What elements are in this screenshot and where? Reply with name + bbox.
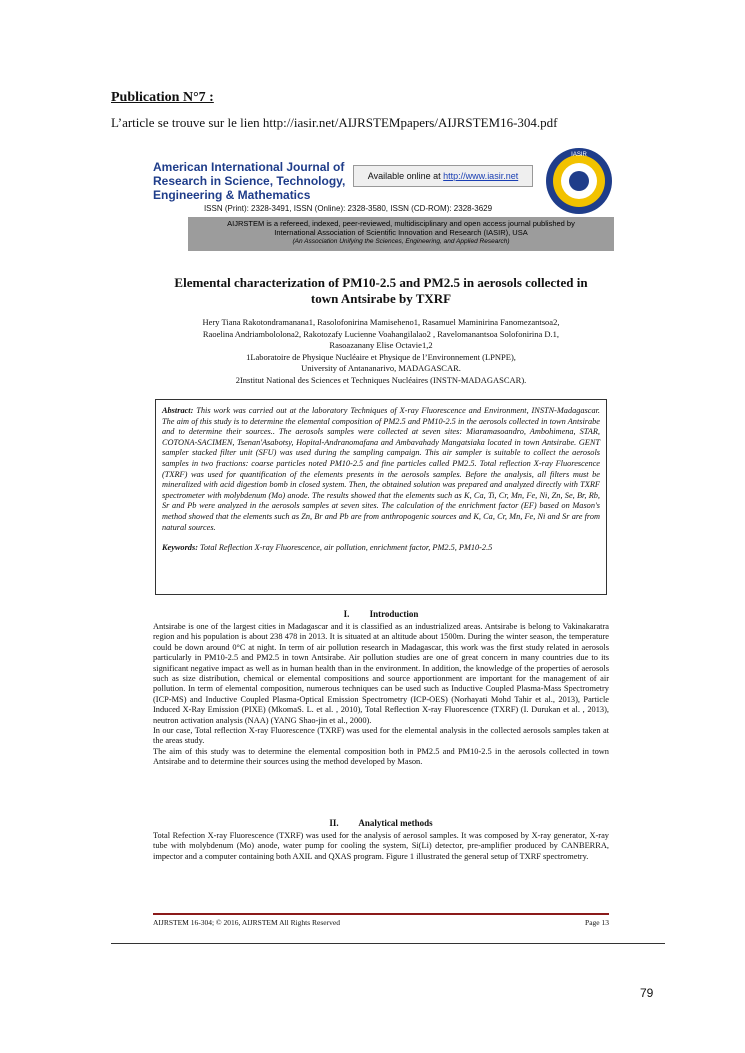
journal-desc-line-2: International Association of Scientific Innovation and Research (IASIR), USA [274, 228, 528, 237]
journal-header [153, 147, 615, 252]
journal-title [153, 160, 353, 202]
journal-title-line-2: Research in Science, Technology, [153, 174, 346, 188]
intro-paragraph-2: In our case, Total reflection X-ray Fluorescence (TXRF) was used for the elemental analysis in the collected aerosols samples taken at the areas study. [153, 726, 609, 746]
article-footer [153, 918, 609, 927]
introduction-body [153, 622, 609, 768]
available-online-box [353, 165, 533, 187]
section-number: II. [329, 818, 339, 828]
journal-issn: ISSN (Print): 2328-3491, ISSN (Online): 2328-3580, ISSN (CD-ROM): 2328-3629 [203, 204, 493, 213]
footer-copyright: AIJRSTEM 16-304; © 2016, AIJRSTEM All Rights Reserved [153, 918, 340, 927]
section-heading-introduction [145, 609, 617, 619]
article-page-image [145, 147, 617, 933]
publication-link-text: L’article se trouve sur le lien http://iasir.net/AIJRSTEMpapers/AIJRSTEM16-304.pdf [111, 115, 558, 130]
methods-paragraph-1: Total Refection X-ray Fluorescence (TXRF) was used for the analysis of aerosol samples. It was composed by X-ray generator, X-ray tube with molybdenum (Mo) anode, water pump for cooling the system, Si(Li) detector, pre-amplifier produced by CANBERRA, impector and a computer containing both AXIL and QXAS program. Figure 1 illustrated the general setup of TXRF spectrometry. [153, 831, 609, 861]
affiliation-line-1: 1Laboratoire de Physique Nucléaire et Physique de l’Environnement (LPNPE), [246, 351, 516, 362]
affiliation-line-2: University of Antananarivo, MADAGASCAR. [301, 363, 461, 373]
authors-line-2: Raoelina Andriambololona2, Rakotozafy Lucienne Voahangilalao2 , Ravelomanantsoa Solofonirina D.1, [202, 328, 560, 339]
journal-desc-line-3: (An Association Unifying the Sciences, Engineering, and Applied Research) [292, 238, 510, 245]
keywords-line [162, 543, 600, 554]
authors-line-1: Hery Tiana Rakotondramanana1, Rasolofonirina Mamiseheno1, Rasamuel Maminirina Fanomezantsoa2, [202, 317, 560, 327]
journal-title-line-1: American International Journal of [153, 160, 345, 174]
footer-page-label: Page 13 [585, 918, 609, 927]
publication-heading: Publication N°7 : [111, 90, 214, 105]
logo-lettering: IASIR [571, 152, 587, 158]
section-title: Analytical methods [358, 818, 433, 828]
intro-paragraph-1: Antsirabe is one of the largest cities in Madagascar and it is classified as an industrialized areas. Antsirabe is belong to Vakinakaratra region and his population is about 238 478 in 2013. It is situated at an altitude about 1500m. During the winter season, the temperature could be down around 0°C at night. In term of air pollution research in Madagascar, this work was the first study related in aerosols particularly in PM10-2.5 and PM2.5 in town Antsirabe. Air pollution studies are one of great concern in many countries due to its significant negative impact as well as in human health than in the environment. In addition, the knowledge of the properties of aerosols such as size distribution, chemical or elemental compositions and source apportionment are important for the management of air pollution. In term of elemental composition, numerous techniques can be used such as Inductive Coupled Plasma-Mass Spectrometry (ICP-MS) and Inductive Coupled Plasma-Optical Emission Spectrometry (ICP-OES) (Norhayati Mohd Tahir et al., 2013), Particle Induced X-Ray Emission (PIXE) (MkomaS. L. et al. , 2010), Total Reflection X-ray Fluorescence (TXRF) (I. Durukan et al. , 2013), neutron activation analysis (NAA) (YANG Shao-jin et al., 2000). [153, 622, 609, 725]
page-divider [111, 943, 665, 944]
abstract-paragraph [162, 406, 600, 533]
methods-body [153, 831, 609, 862]
page-number: 79 [640, 986, 654, 1000]
paper-title-line-1: Elemental characterization of PM10-2.5 and PM2.5 in aerosols collected in [174, 275, 588, 290]
authors-block [155, 317, 607, 386]
section-heading-methods [145, 818, 617, 828]
paper-title [145, 275, 617, 307]
keywords-text: Total Reflection X-ray Fluorescence, air pollution, enrichment factor, PM2.5, PM10-2.5 [200, 543, 493, 553]
intro-paragraph-3: The aim of this study was to determine the elemental composition both in PM2.5 and PM10-2.5 in the aerosols collected in town Antsirabe and to determine their sources using the method developed by Mason. [153, 746, 609, 767]
iasir-logo-icon [545, 147, 613, 215]
available-online-label: Available online at [367, 171, 444, 181]
paper-title-line-2: town Antsirabe by TXRF [310, 291, 452, 306]
abstract-box [155, 399, 607, 595]
abstract-text: This work was carried out at the laboratory Techniques of X-ray Fluorescence and Environment, INSTN-Madagascar. The aim of this study is to determine the elemental composition of PM2.5 and PM10-2.5 in the aerosols collected in town Antsirabe and to determine their sources.. The aerosols samples were collected at seven sites: Miaramasoandro, Ambohimena, STAR, COTONA-SACIMEN, Tsenan'Asabotsy, Hopital-Andranomafana and Ambavahady Mangatsiaka located in town Antsirabe. GENT sampler stacked filter unit (SFU) was used during the sampling campaign. This air sampler is suitable to collect the aerosols samples in two fractions: coarse particles noted PM10-2.5 and fine particles called PM2.5. Total reflection X-ray Fluorescence (TXRF) was used for quantification of the elements presents in the aerosols samples. Before the analysis, all filters must be mineralized with acid digestion bomb in closed system. Then, the obtained solution was prepared and analyzed directly with TXRF spectrometer with molybdenum (Mo) anode. The results showed that the elements such as K, Ca, Ti, Cr, Mn, Fe, Ni, Zn, Se, Br, Rb, Sr and Pb were analyzed in the aerosols samples at seven sites. The calculation of the enrichment factor (EF) based on Mason's method showed that the elements such as Zn, Br and Pb are from anthropogenic sources and K, Ca, Cr, Mn, Fe, Ni and Sr are from natural sources. [162, 406, 600, 532]
abstract-label: Abstract: [162, 406, 194, 415]
authors-line-3: Rasoazanany Elise Octavie1,2 [329, 340, 433, 350]
section-number: I. [343, 609, 350, 619]
journal-url-link[interactable]: http://www.iasir.net [443, 171, 519, 181]
journal-desc-line-1: AIJRSTEM is a refereed, indexed, peer-reviewed, multidisciplinary and open access journal published by [227, 219, 575, 228]
journal-description-bar [188, 217, 614, 251]
affiliation-line-3: 2Institut National des Sciences et Techniques Nucléaires (INSTN-MADAGASCAR). [235, 374, 527, 385]
footer-rule [153, 913, 609, 915]
journal-title-line-3: Engineering & Mathematics [153, 188, 311, 202]
section-title: Introduction [369, 609, 419, 619]
keywords-label: Keywords: [162, 543, 198, 553]
